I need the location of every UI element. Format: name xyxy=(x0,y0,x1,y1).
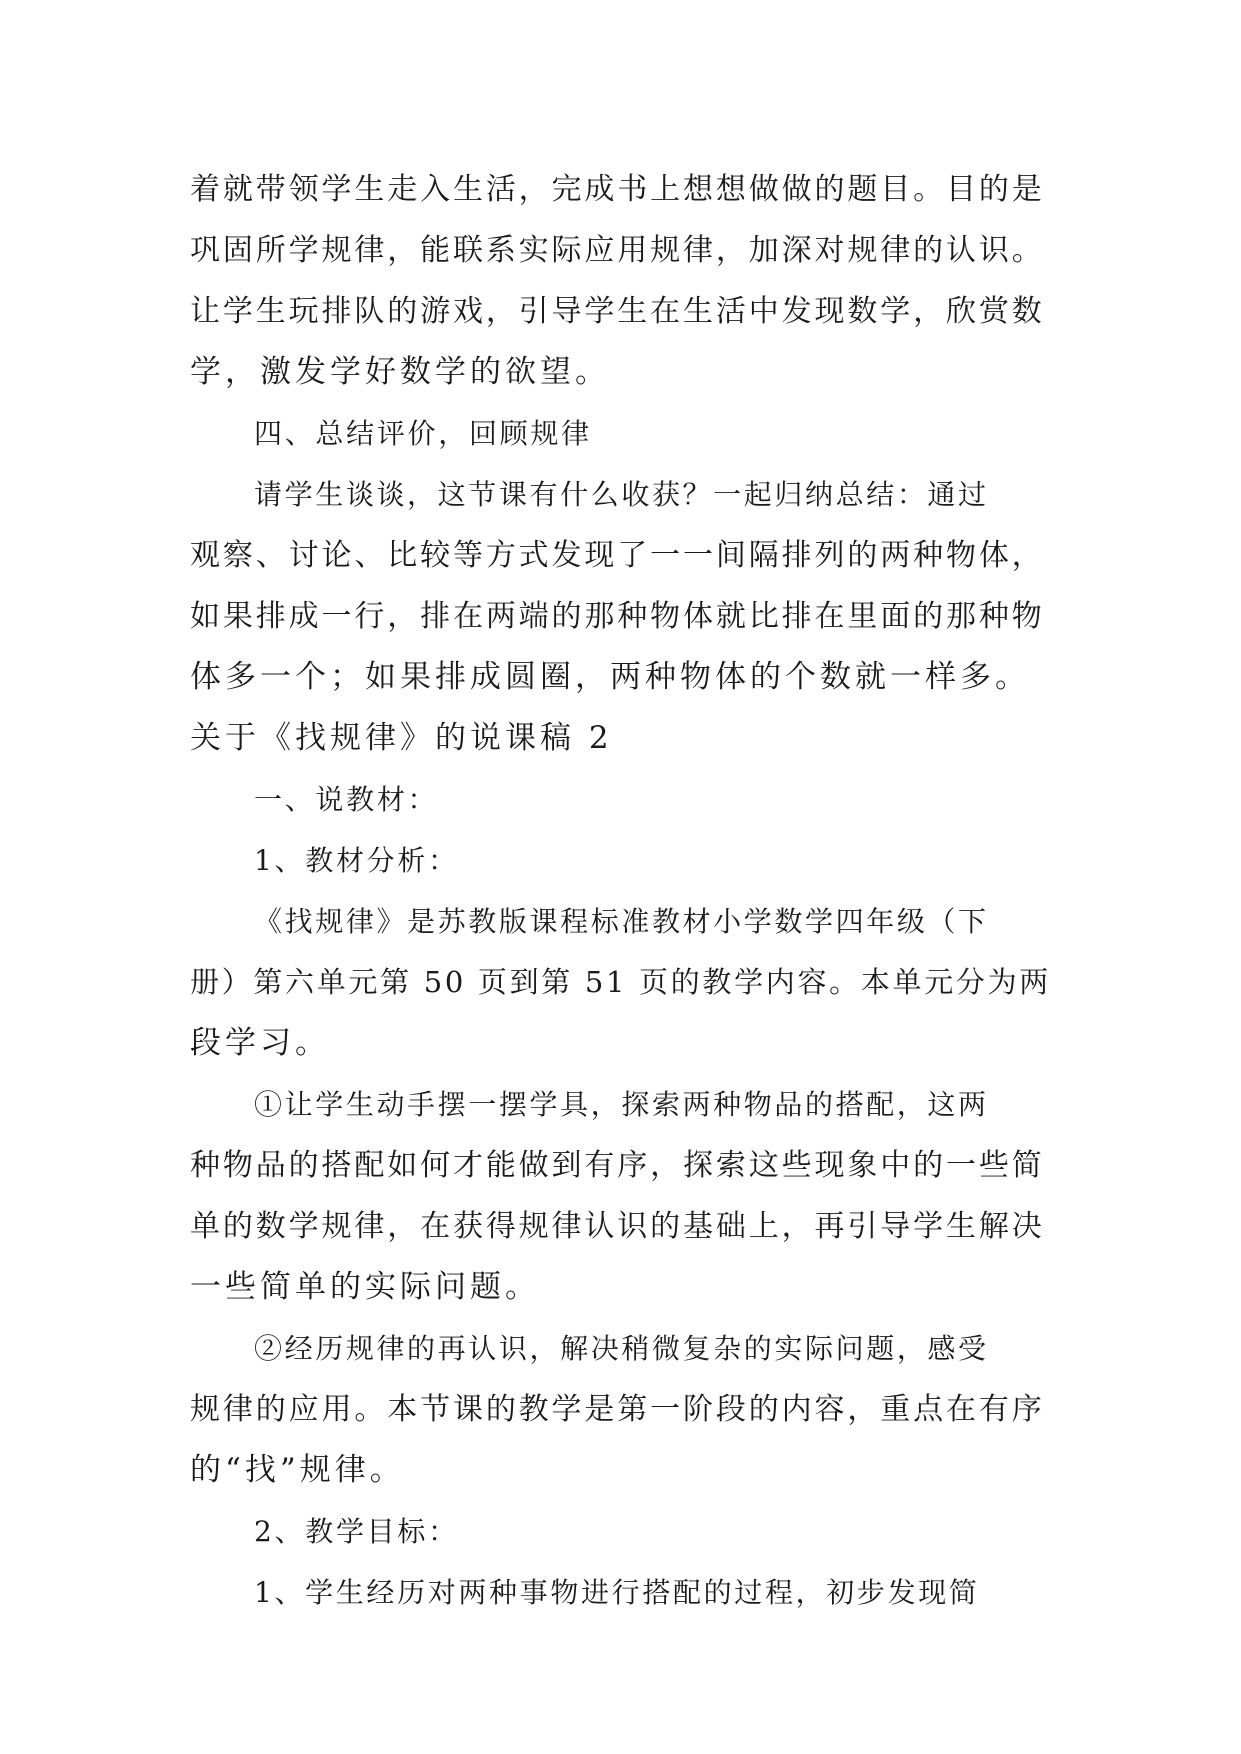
text-line: 《找规律》是苏教版课程标准教材小学数学四年级（下 xyxy=(254,905,989,938)
text-line: 的“找”规律。 xyxy=(190,1452,405,1488)
text-line: 种物品的搭配如何才能做到有序，探索这些现象中的一些简 xyxy=(190,1148,1045,1183)
text-line: 册）第六单元第 50 页到第 51 页的教学内容。本单元分为两 xyxy=(190,965,1051,999)
text-line: 四、总结评价，回顾规律 xyxy=(254,417,592,450)
text-line: ②经历规律的再认识，解决稍微复杂的实际问题，感受 xyxy=(254,1332,989,1365)
text-line: ①让学生动手摆一摆学具，探索两种物品的搭配，这两 xyxy=(254,1088,989,1121)
text-line: 1、学生经历对两种事物进行搭配的过程，初步发现简 xyxy=(254,1576,980,1609)
text-line: 巩固所学规律，能联系实际应用规律，加深对规律的认识。 xyxy=(190,233,1045,268)
text-line: 段学习。 xyxy=(190,1025,330,1061)
text-line: 让学生玩排队的游戏，引导学生在生活中发现数学，欣赏数 xyxy=(190,294,1045,329)
text-line: 如果排成一行，排在两端的那种物体就比排在里面的那种物 xyxy=(190,599,1045,634)
document-body xyxy=(190,159,1070,1623)
text-line: 学，激发学好数学的欲望。 xyxy=(190,354,610,390)
text-line: 关于《找规律》的说课稿 2 xyxy=(190,720,613,756)
text-line: 一、说教材： xyxy=(254,783,439,816)
text-line: 1、教材分析： xyxy=(254,844,459,877)
text-line: 着就带领学生走入生活，完成书上想想做做的题目。目的是 xyxy=(190,172,1045,207)
text-line: 体多一个；如果排成圆圈，两种物体的个数就一样多。 xyxy=(190,659,1030,695)
text-line: 一些简单的实际问题。 xyxy=(190,1269,540,1305)
text-line: 规律的应用。本节课的教学是第一阶段的内容，重点在有序 xyxy=(190,1392,1045,1427)
text-line: 观察、讨论、比较等方式发现了一一间隔排列的两种物体， xyxy=(190,538,1045,573)
text-line: 请学生谈谈，这节课有什么收获？一起归纳总结：通过 xyxy=(254,478,989,511)
text-line: 2、教学目标： xyxy=(254,1515,459,1548)
text-line: 单的数学规律，在获得规律认识的基础上，再引导学生解决 xyxy=(190,1209,1045,1244)
